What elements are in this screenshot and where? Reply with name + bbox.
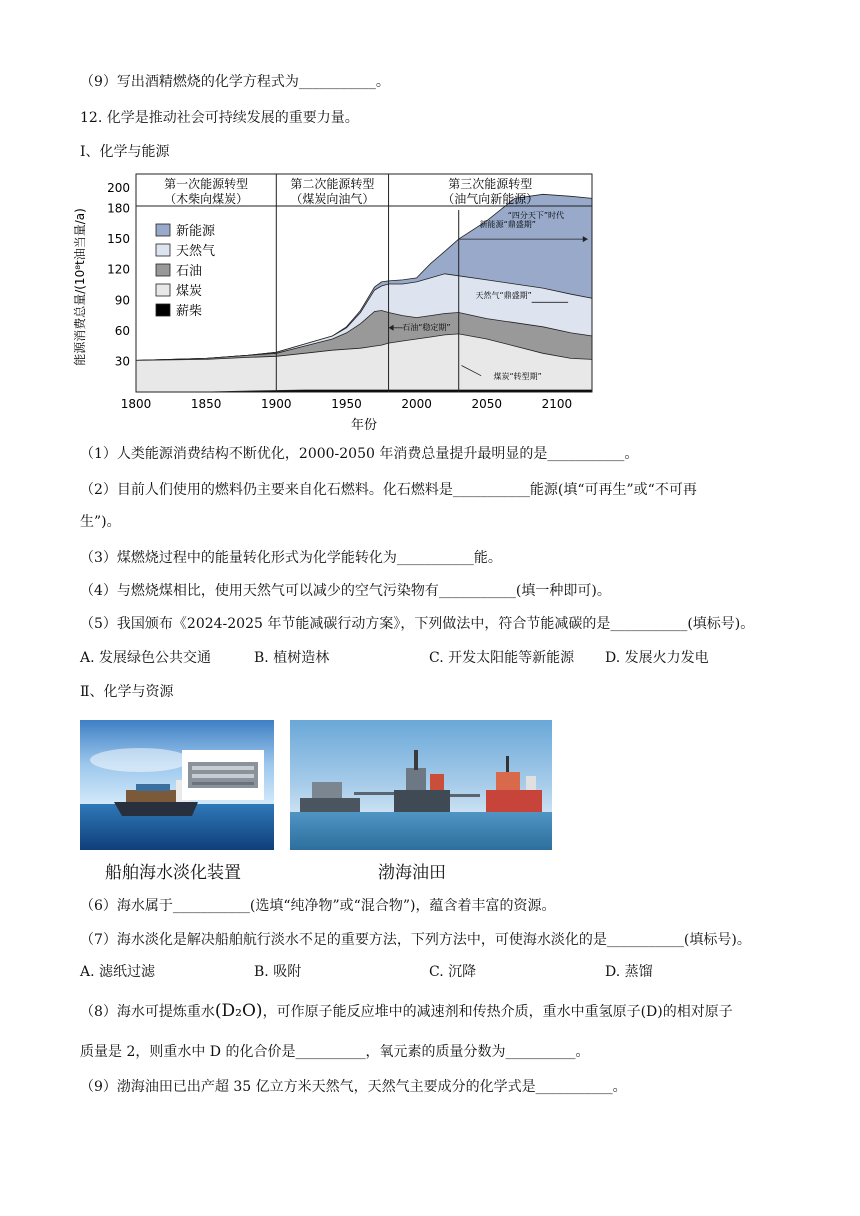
legend-label: 煤炭 [176,284,203,299]
annotation-new-energy: 新能源“鼎盛期” [479,219,536,229]
legend-swatch [156,304,170,316]
y-tick-label: 30 [114,354,130,369]
x-tick-label: 2100 [541,397,573,411]
question-8-intro: （8）海水可提炼重水 [80,1004,215,1020]
heavy-water-formula: (D₂O) [214,1001,263,1021]
question-8-line-1 [80,1001,733,1022]
period-title: 第二次能源转型 [290,177,375,191]
y-tick-label: 120 [107,262,130,277]
x-tick-label: 1800 [120,397,152,411]
period-subtitle: （煤炭向油气） [290,192,375,206]
question-4: （4）与燃烧煤相比，使用天然气可以减少的空气污染物有___________(填一种即可)。 [80,583,611,599]
option-a: A. 滤纸过滤 [80,964,156,980]
x-tick-label: 2000 [401,397,432,411]
legend-label: 石油 [176,264,203,279]
y-tick-label: 60 [114,323,130,338]
option-a: A. 发展绿色公共交通 [80,650,212,666]
y-tick-label: 200 [107,181,130,196]
option-c: C. 开发太阳能等新能源 [429,650,575,666]
question-12-title: 12. 化学是推动社会可持续发展的重要力量。 [80,110,359,126]
section-energy-title: I、化学与能源 [80,144,170,160]
question-1: （1）人类能源消费结构不断优化，2000-2050 年消费总量提升最明显的是___________。 [80,446,639,462]
question-9: （9）渤海油田已出产超 35 亿立方米天然气，天然气主要成分的化学式是___________。 [80,1079,627,1095]
ship-desalination-photo [80,720,274,850]
option-d: D. 蒸馏 [605,964,653,980]
section-resources-title: Ⅱ、化学与资源 [80,684,174,700]
annotation-gas: 天然气“鼎盛期” [475,291,532,301]
question-5-options [80,648,780,668]
question-5: （5）我国颁布《2024-2025 年节能减碳行动方案》，下列做法中，符合节能减碳的是___________(填标号)。 [80,616,755,632]
question-9-top: （9）写出酒精燃烧的化学方程式为___________。 [80,74,390,90]
y-tick-label: 90 [114,293,130,308]
bohai-oilfield-photo [290,720,552,850]
period-subtitle: （油气向新能源） [442,192,539,206]
question-2-line-2: 生”)。 [80,514,121,530]
period-subtitle: （木柴向煤炭） [164,192,249,206]
ship-desalination-caption: 船舶海水淡化装置 [105,863,241,883]
y-axis-label: 能源消费总量/(10⁸t油当量/a) [73,208,87,366]
legend-swatch [156,264,170,276]
legend-label: 天然气 [176,244,216,259]
legend-swatch [156,284,170,296]
question-8-rest: ，可作原子能反应堆中的减速剂和传热介质，重水中重氢原子(D)的相对原子 [262,1004,733,1020]
annotation-coal: 煤炭“转型期” [493,371,542,381]
question-7: （7）海水淡化是解决船舶航行淡水不足的重要方法，下列方法中，可使海水淡化的是___________(填标号)。 [80,932,751,948]
question-7-options [80,962,780,982]
y-tick-label: 150 [107,232,130,247]
question-6: （6）海水属于___________(选填“纯净物”或“混合物”)，蕴含着丰富的资源。 [80,898,556,914]
energy-consumption-chart [70,166,610,434]
period-title: 第一次能源转型 [164,177,249,191]
option-c: C. 沉降 [429,964,477,980]
legend-label: 薪柴 [176,304,203,319]
question-3: （3）煤燃烧过程中的能量转化形式为化学能转化为___________能。 [80,550,502,566]
option-d: D. 发展火力发电 [605,650,709,666]
bohai-oilfield-caption: 渤海油田 [378,863,446,883]
x-axis-label: 年份 [350,418,378,433]
legend-swatch [156,224,170,236]
annotation-oil: 石油“稳定期” [402,322,451,332]
legend-label: 新能源 [176,224,216,239]
question-8-line-2: 质量是 2，则重水中 D 的化合价是__________，氧元素的质量分数为__________。 [80,1044,590,1060]
x-tick-label: 1900 [261,397,292,411]
period-title: 第三次能源转型 [448,177,533,191]
legend-swatch [156,244,170,256]
question-2-line-1: （2）目前人们使用的燃料仍主要来自化石燃料。化石燃料是___________能源(填“可再生”或“不可再 [80,482,697,498]
option-b: B. 吸附 [254,964,302,980]
x-tick-label: 2050 [471,397,503,411]
y-tick-label: 180 [107,201,130,216]
x-tick-label: 1850 [190,397,222,411]
annotation-era: “四分天下”时代 [507,211,565,220]
option-b: B. 植树造林 [254,650,330,666]
x-tick-label: 1950 [331,397,362,411]
